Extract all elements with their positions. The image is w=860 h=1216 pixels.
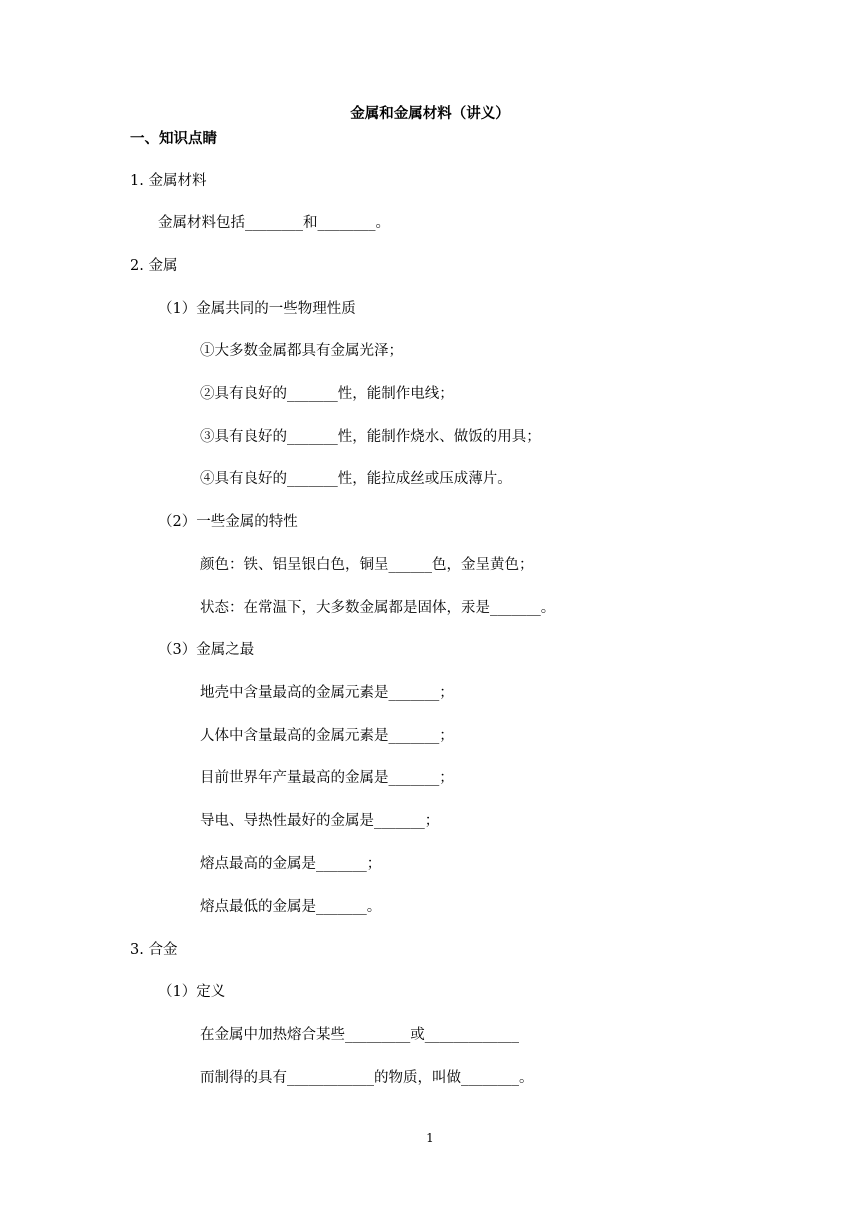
page-number: 1: [426, 1131, 434, 1145]
heading-metals: 2. 金属: [130, 258, 178, 274]
line-metal-materials-include: 金属材料包括________和________。: [158, 215, 390, 231]
subheading-special-properties: （2）一些金属的特性: [158, 514, 298, 530]
heading-alloy: 3. 合金: [130, 942, 178, 958]
definition-line-2: 而制得的具有____________的物质，叫做________。: [200, 1070, 534, 1086]
heading-metal-materials: 1. 金属材料: [130, 173, 207, 189]
line-state: 状态：在常温下，大多数金属都是固体，汞是_______。: [200, 600, 556, 616]
record-human-body: 人体中含量最高的金属元素是_______；: [200, 728, 454, 744]
record-annual-output: 目前世界年产量最高的金属是_______；: [200, 770, 454, 786]
definition-line-1: 在金属中加热熔合某些_________或_____________: [200, 1027, 519, 1043]
subheading-physical-properties: （1）金属共同的一些物理性质: [158, 301, 356, 317]
record-conductivity: 导电、导热性最好的金属是_______；: [200, 813, 440, 829]
property-luster: ①大多数金属都具有金属光泽；: [200, 343, 403, 359]
subheading-metal-records: （3）金属之最: [158, 642, 255, 658]
section-heading-1: 一、知识点睛: [130, 131, 217, 147]
property-ductility: ④具有良好的_______性，能拉成丝或压成薄片。: [200, 471, 512, 487]
record-highest-melting-point: 熔点最高的金属是_______；: [200, 856, 382, 872]
property-conductivity-thermal: ③具有良好的_______性，能制作烧水、做饭的用具；: [200, 429, 541, 445]
record-lowest-melting-point: 熔点最低的金属是_______。: [200, 899, 382, 915]
subheading-definition: （1）定义: [158, 984, 226, 1000]
property-conductivity-electric: ②具有良好的_______性，能制作电线；: [200, 386, 454, 402]
document-title: 金属和金属材料（讲义）: [350, 106, 510, 122]
record-crust: 地壳中含量最高的金属元素是_______；: [200, 685, 454, 701]
line-color: 颜色：铁、铝呈银白色，铜呈______色，金呈黄色；: [200, 557, 534, 573]
